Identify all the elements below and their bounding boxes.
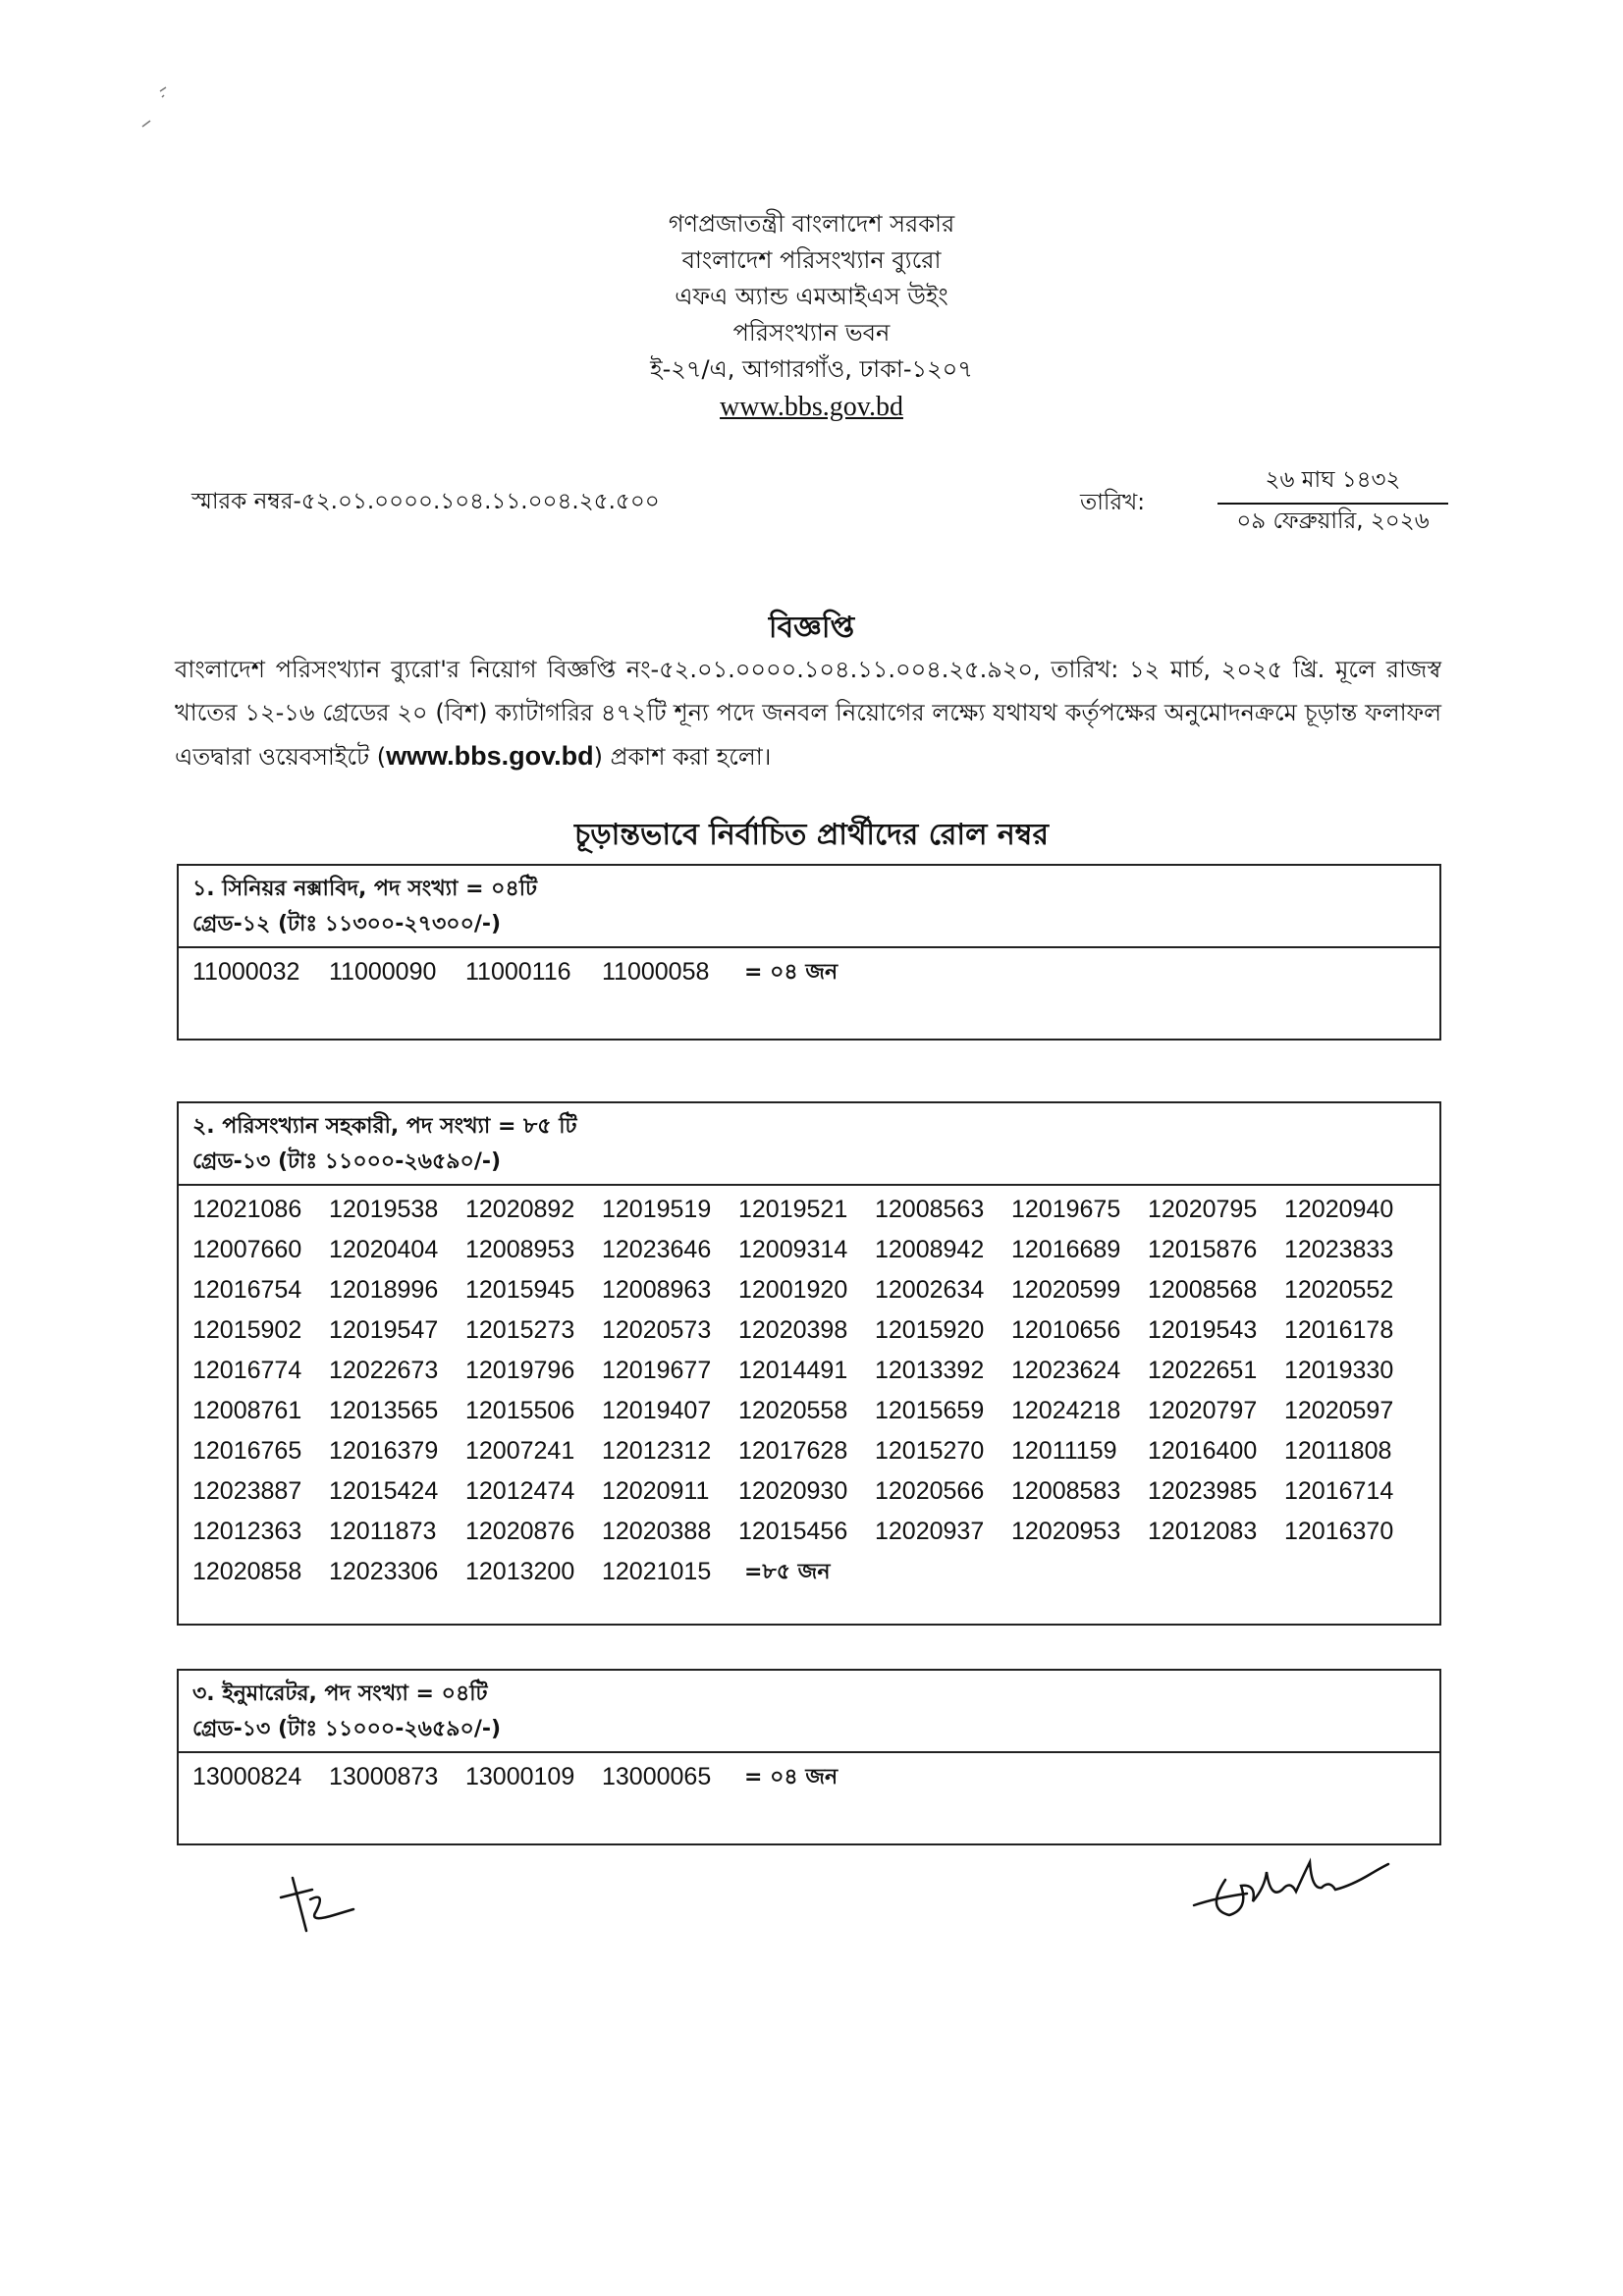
notice-title: বিজ্ঞপ্তি [768,611,855,645]
roll-number: 12015506 [465,1397,575,1424]
roll-number: 12015273 [465,1316,575,1344]
roll-number: 12013200 [465,1558,575,1585]
roll-number: 12020937 [875,1518,985,1545]
roll-number: 12016370 [1284,1518,1394,1545]
roll-number: 12024218 [1011,1397,1121,1424]
roll-number: 13000824 [192,1763,302,1790]
roll-number: 12008953 [465,1236,575,1263]
roll-row [192,1757,1439,1797]
roll-row [192,1230,1439,1270]
post-title: ২. পরিসংখ্যান সহকারী, পদ সংখ্যা = ৮৫ টি [192,1114,577,1139]
roll-number: 11000032 [192,958,300,986]
post-grade: গ্রেড-১৩ (টাঃ ১১০০০-২৬৫৯০/-) [179,1145,1439,1186]
roll-number: 12015876 [1148,1236,1258,1263]
officer-signature [1188,1850,1394,1929]
roll-number: 12013392 [875,1357,985,1384]
body-website-link[interactable]: www.bbs.gov.bd [386,741,594,771]
roll-number: 12011808 [1284,1437,1392,1465]
roll-number: 12002634 [875,1276,985,1304]
roll-number: 12019675 [1011,1196,1121,1223]
roll-number: 12019796 [465,1357,575,1384]
roll-number: 12020388 [602,1518,712,1545]
post-section [177,864,1441,1041]
roll-number: 12012474 [465,1477,575,1505]
post-section [177,1669,1441,1845]
roll-number: 12019407 [602,1397,712,1424]
wing-name: এফএ অ্যান্ড এমআইএস উইং [675,283,948,310]
roll-number: 12019547 [329,1316,439,1344]
roll-number: 12020797 [1148,1397,1258,1424]
roll-number: 12015424 [329,1477,439,1505]
roll-number: 12016400 [1148,1437,1258,1465]
roll-number: 12017628 [738,1437,848,1465]
roll-number: 12011873 [329,1518,437,1545]
roll-number: 12007241 [465,1437,575,1465]
roll-number: 12020599 [1011,1276,1121,1304]
roll-number: 12022651 [1148,1357,1258,1384]
roll-row [192,1270,1439,1310]
post-title: ১. সিনিয়র নক্সাবিদ, পদ সংখ্যা = ০৪টি [192,877,538,901]
roll-number: 12020404 [329,1236,439,1263]
roll-row [192,1431,1439,1471]
roll-number: 12016754 [192,1276,302,1304]
roll-list [179,948,1439,992]
roll-number: 12019519 [602,1196,712,1223]
roll-number: 12022673 [329,1357,439,1384]
roll-number: 12020552 [1284,1276,1394,1304]
roll-number: 12016765 [192,1437,302,1465]
roll-number: 12020892 [465,1196,575,1223]
building-name: পরিসংখ্যান ভবন [732,319,891,347]
roll-number: 12015659 [875,1397,985,1424]
roll-number: 12020558 [738,1397,848,1424]
roll-number: 11000116 [465,958,571,986]
roll-row [192,1512,1439,1552]
roll-list [179,1753,1439,1797]
roll-number: 12015456 [738,1518,848,1545]
results-title: চূড়ান্তভাবে নির্বাচিত প্রার্থীদের রোল নম্বর [574,818,1049,852]
roll-number: 12019677 [602,1357,712,1384]
scan-speck [133,83,191,133]
date-bangla: ২৬ মাঘ ১৪৩২ [1217,461,1448,505]
roll-number: 12012083 [1148,1518,1258,1545]
roll-row [192,952,1439,992]
selected-count: =৮৫ জন [744,1560,831,1584]
roll-number: 12020940 [1284,1196,1394,1223]
post-section [177,1101,1441,1626]
roll-number: 12016689 [1011,1236,1121,1263]
roll-number: 13000109 [465,1763,575,1790]
roll-row [192,1471,1439,1512]
roll-number: 12016774 [192,1357,302,1384]
roll-number: 12015920 [875,1316,985,1344]
roll-number: 12020795 [1148,1196,1258,1223]
date-gregorian: ০৯ ফেব্রুয়ারি, ২০২৬ [1236,508,1430,534]
roll-number: 12012312 [602,1437,712,1465]
roll-number: 13000873 [329,1763,439,1790]
post-grade: গ্রেড-১২ (টাঃ ১১৩০০-২৭৩০০/-) [179,907,1439,948]
roll-number: 12020876 [465,1518,575,1545]
roll-number: 11000058 [602,958,710,986]
roll-number: 12016714 [1284,1477,1394,1505]
roll-number: 12021015 [602,1558,712,1585]
roll-number: 12014491 [738,1357,848,1384]
roll-number: 12020566 [875,1477,985,1505]
roll-number: 12020953 [1011,1518,1121,1545]
roll-number: 12021086 [192,1196,302,1223]
roll-row [192,1391,1439,1431]
roll-number: 12016178 [1284,1316,1394,1344]
roll-number: 12019330 [1284,1357,1394,1384]
roll-number: 12020573 [602,1316,712,1344]
date-label: তারিখ: [1080,490,1146,515]
roll-number: 12020930 [738,1477,848,1505]
roll-number: 12008568 [1148,1276,1258,1304]
roll-number: 12023887 [192,1477,302,1505]
address: ই-২৭/এ, আগারগাঁও, ঢাকা-১২০৭ [650,355,973,383]
roll-number: 12019538 [329,1196,439,1223]
roll-number: 12016379 [329,1437,439,1465]
selected-count: = ০৪ জন [744,1765,839,1789]
roll-number: 12012363 [192,1518,302,1545]
roll-number: 12011159 [1011,1437,1117,1465]
roll-number: 12020597 [1284,1397,1394,1424]
selected-count: = ০৪ জন [744,960,839,985]
roll-number: 12019521 [738,1196,848,1223]
memo-number: স্মারক নম্বর-৫২.০১.০০০০.১০৪.১১.০০৪.২৫.৫০০ [191,489,660,514]
roll-number: 12013565 [329,1397,439,1424]
roll-row [192,1351,1439,1391]
roll-list [179,1186,1439,1592]
roll-number: 12009314 [738,1236,848,1263]
bureau-name: বাংলাদেশ পরিসংখ্যান ব্যুরো [681,246,942,274]
roll-number: 12010656 [1011,1316,1121,1344]
notice-body [175,648,1441,778]
notice-body-text: বাংলাদেশ পরিসংখ্যান ব্যুরো'র নিয়োগ বিজ্ঞপ্তি নং-৫২.০১.০০০০.১০৪.১১.০০৪.২৫.৯২০, তারিখ: ১২ মার্চ, ২০২৫ খ্রি. মূলে রাজস্ব খাতের ১২-১৬ গ্রেডের ২০ (বিশ) ক্যাটাগরির ৪৭২টি শূন্য পদে জনবল নিয়োগের লক্ষ্যে যথাযথ কর্তৃপক্ষের অনুমোদনক্রমে চূড়ান্ত ফলাফল এতদ্বারা ওয়েবসাইটে ( [175,656,1441,771]
letterhead [0,206,1623,427]
roll-number: 12019543 [1148,1316,1258,1344]
roll-number: 12001920 [738,1276,848,1304]
roll-number: 12023306 [329,1558,439,1585]
roll-number: 12020858 [192,1558,302,1585]
roll-number: 12008761 [192,1397,302,1424]
post-grade: গ্রেড-১৩ (টাঃ ১১০০০-২৬৫৯০/-) [179,1712,1439,1753]
initial-signature [273,1870,361,1939]
roll-row [192,1190,1439,1230]
roll-number: 13000065 [602,1763,712,1790]
roll-number: 12023624 [1011,1357,1121,1384]
roll-number: 12008583 [1011,1477,1121,1505]
roll-number: 12020911 [602,1477,710,1505]
notice-body-tail: ) প্রকাশ করা হলো। [593,743,772,771]
roll-row [192,1552,1439,1592]
post-title: ৩. ইনুমারেটর, পদ সংখ্যা = ০৪টি [192,1682,488,1706]
roll-number: 12015945 [465,1276,575,1304]
roll-number: 12018996 [329,1276,439,1304]
roll-number: 12023833 [1284,1236,1394,1263]
roll-number: 12007660 [192,1236,302,1263]
roll-row [192,1310,1439,1351]
roll-number: 12020398 [738,1316,848,1344]
roll-number: 11000090 [329,958,437,986]
roll-number: 12008963 [602,1276,712,1304]
roll-number: 12023985 [1148,1477,1258,1505]
govt-name: গণপ্রজাতন্ত্রী বাংলাদেশ সরকার [668,210,955,238]
roll-number: 12023646 [602,1236,712,1263]
roll-number: 12015270 [875,1437,985,1465]
roll-number: 12015902 [192,1316,302,1344]
website-link[interactable]: www.bbs.gov.bd [720,392,903,422]
roll-number: 12008942 [875,1236,985,1263]
roll-number: 12008563 [875,1196,985,1223]
